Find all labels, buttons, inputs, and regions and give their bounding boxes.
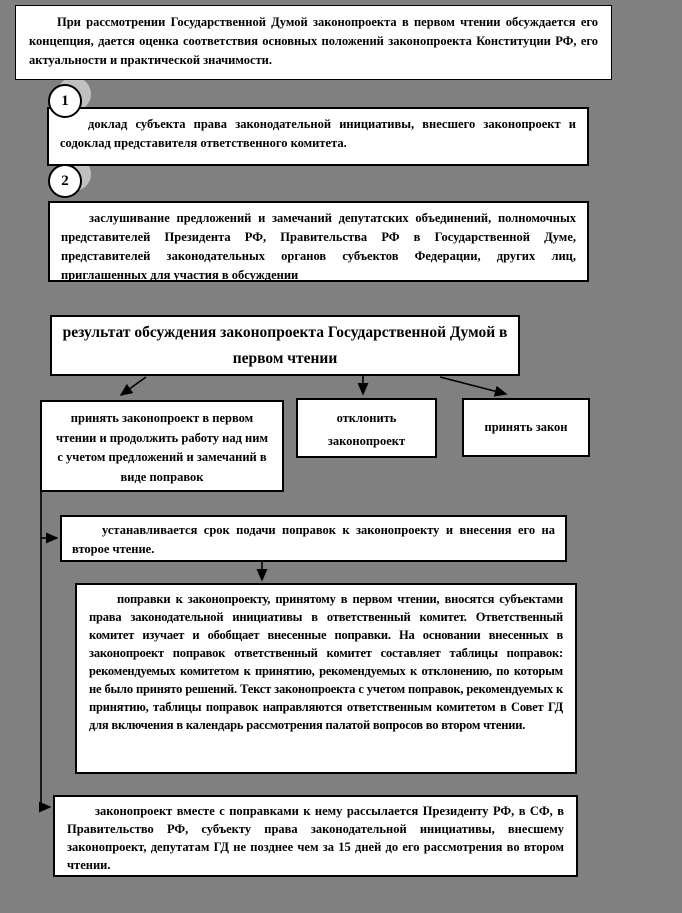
outcome-box-reject-bill: отклонить законопроект (296, 398, 437, 458)
outcome-box-accept-bill: принять законопроект в первом чтении и продолжить работу над ним с учетом предложений и замечаний в виде поправок (40, 400, 284, 492)
intro-box: При рассмотрении Государственной Думой законопроекта в первом чтении обсуждается его концепция, дается оценка соответствия основных положений законопроекта Конституции РФ, его актуальности и практической значимости. (15, 5, 612, 80)
result-box: результат обсуждения законопроекта Государственной Думой в первом чтении (50, 315, 520, 376)
outcome-box-adopt-law: принять закон (462, 398, 590, 457)
step-1-circle (48, 84, 82, 118)
mailing-box: законопроект вместе с поправками к нему рассылается Президенту РФ, в СФ, в Правительство РФ, субъекту права законодательной инициативы, внесшему законопроект, депутатам ГД не позднее чем за 15 дней до его рассмотрения во втором чтении. (53, 795, 578, 877)
arrow-result-to-law (440, 377, 506, 394)
step-2-number: 2 (61, 172, 69, 189)
amendments-box: поправки к законопроекту, принятому в первом чтении, вносятся субъектами права законодательной инициативы в ответственный комитет. Ответственный комитет изучает и обобщает внесенные поправки. На основании внесенных в законопроект поправок ответственный комитет составляет таблицы поправок: рекомендуемых комитетом к принятию, рекомендуемых к отклонению, по которым не было принято решений. Текст законопроекта с учетом поправок, рекомендуемых к принятию, таблицы поправок направляются ответственным комитетом в Совет ГД для включения в календарь рассмотрения палатой вопросов во втором чтении. (75, 583, 577, 774)
step-1-box: доклад субъекта права законодательной инициативы, внесшего законопроект и содоклад представителя ответственного комитета. (47, 107, 589, 166)
step-2-circle (48, 164, 82, 198)
deadline-box: устанавливается срок подачи поправок к законопроекту и внесения его на второе чтение. (60, 515, 567, 562)
step-1-number: 1 (61, 92, 69, 109)
arrow-result-to-accept (121, 377, 146, 395)
step-2-box: заслушивание предложений и замечаний депутатских объединений, полномочных представителей Президента РФ, Правительства РФ в Государственной Думе, представителей законодательных органов субъектов Федерации, других лиц, приглашенных для участия в обсуждении (48, 201, 589, 282)
